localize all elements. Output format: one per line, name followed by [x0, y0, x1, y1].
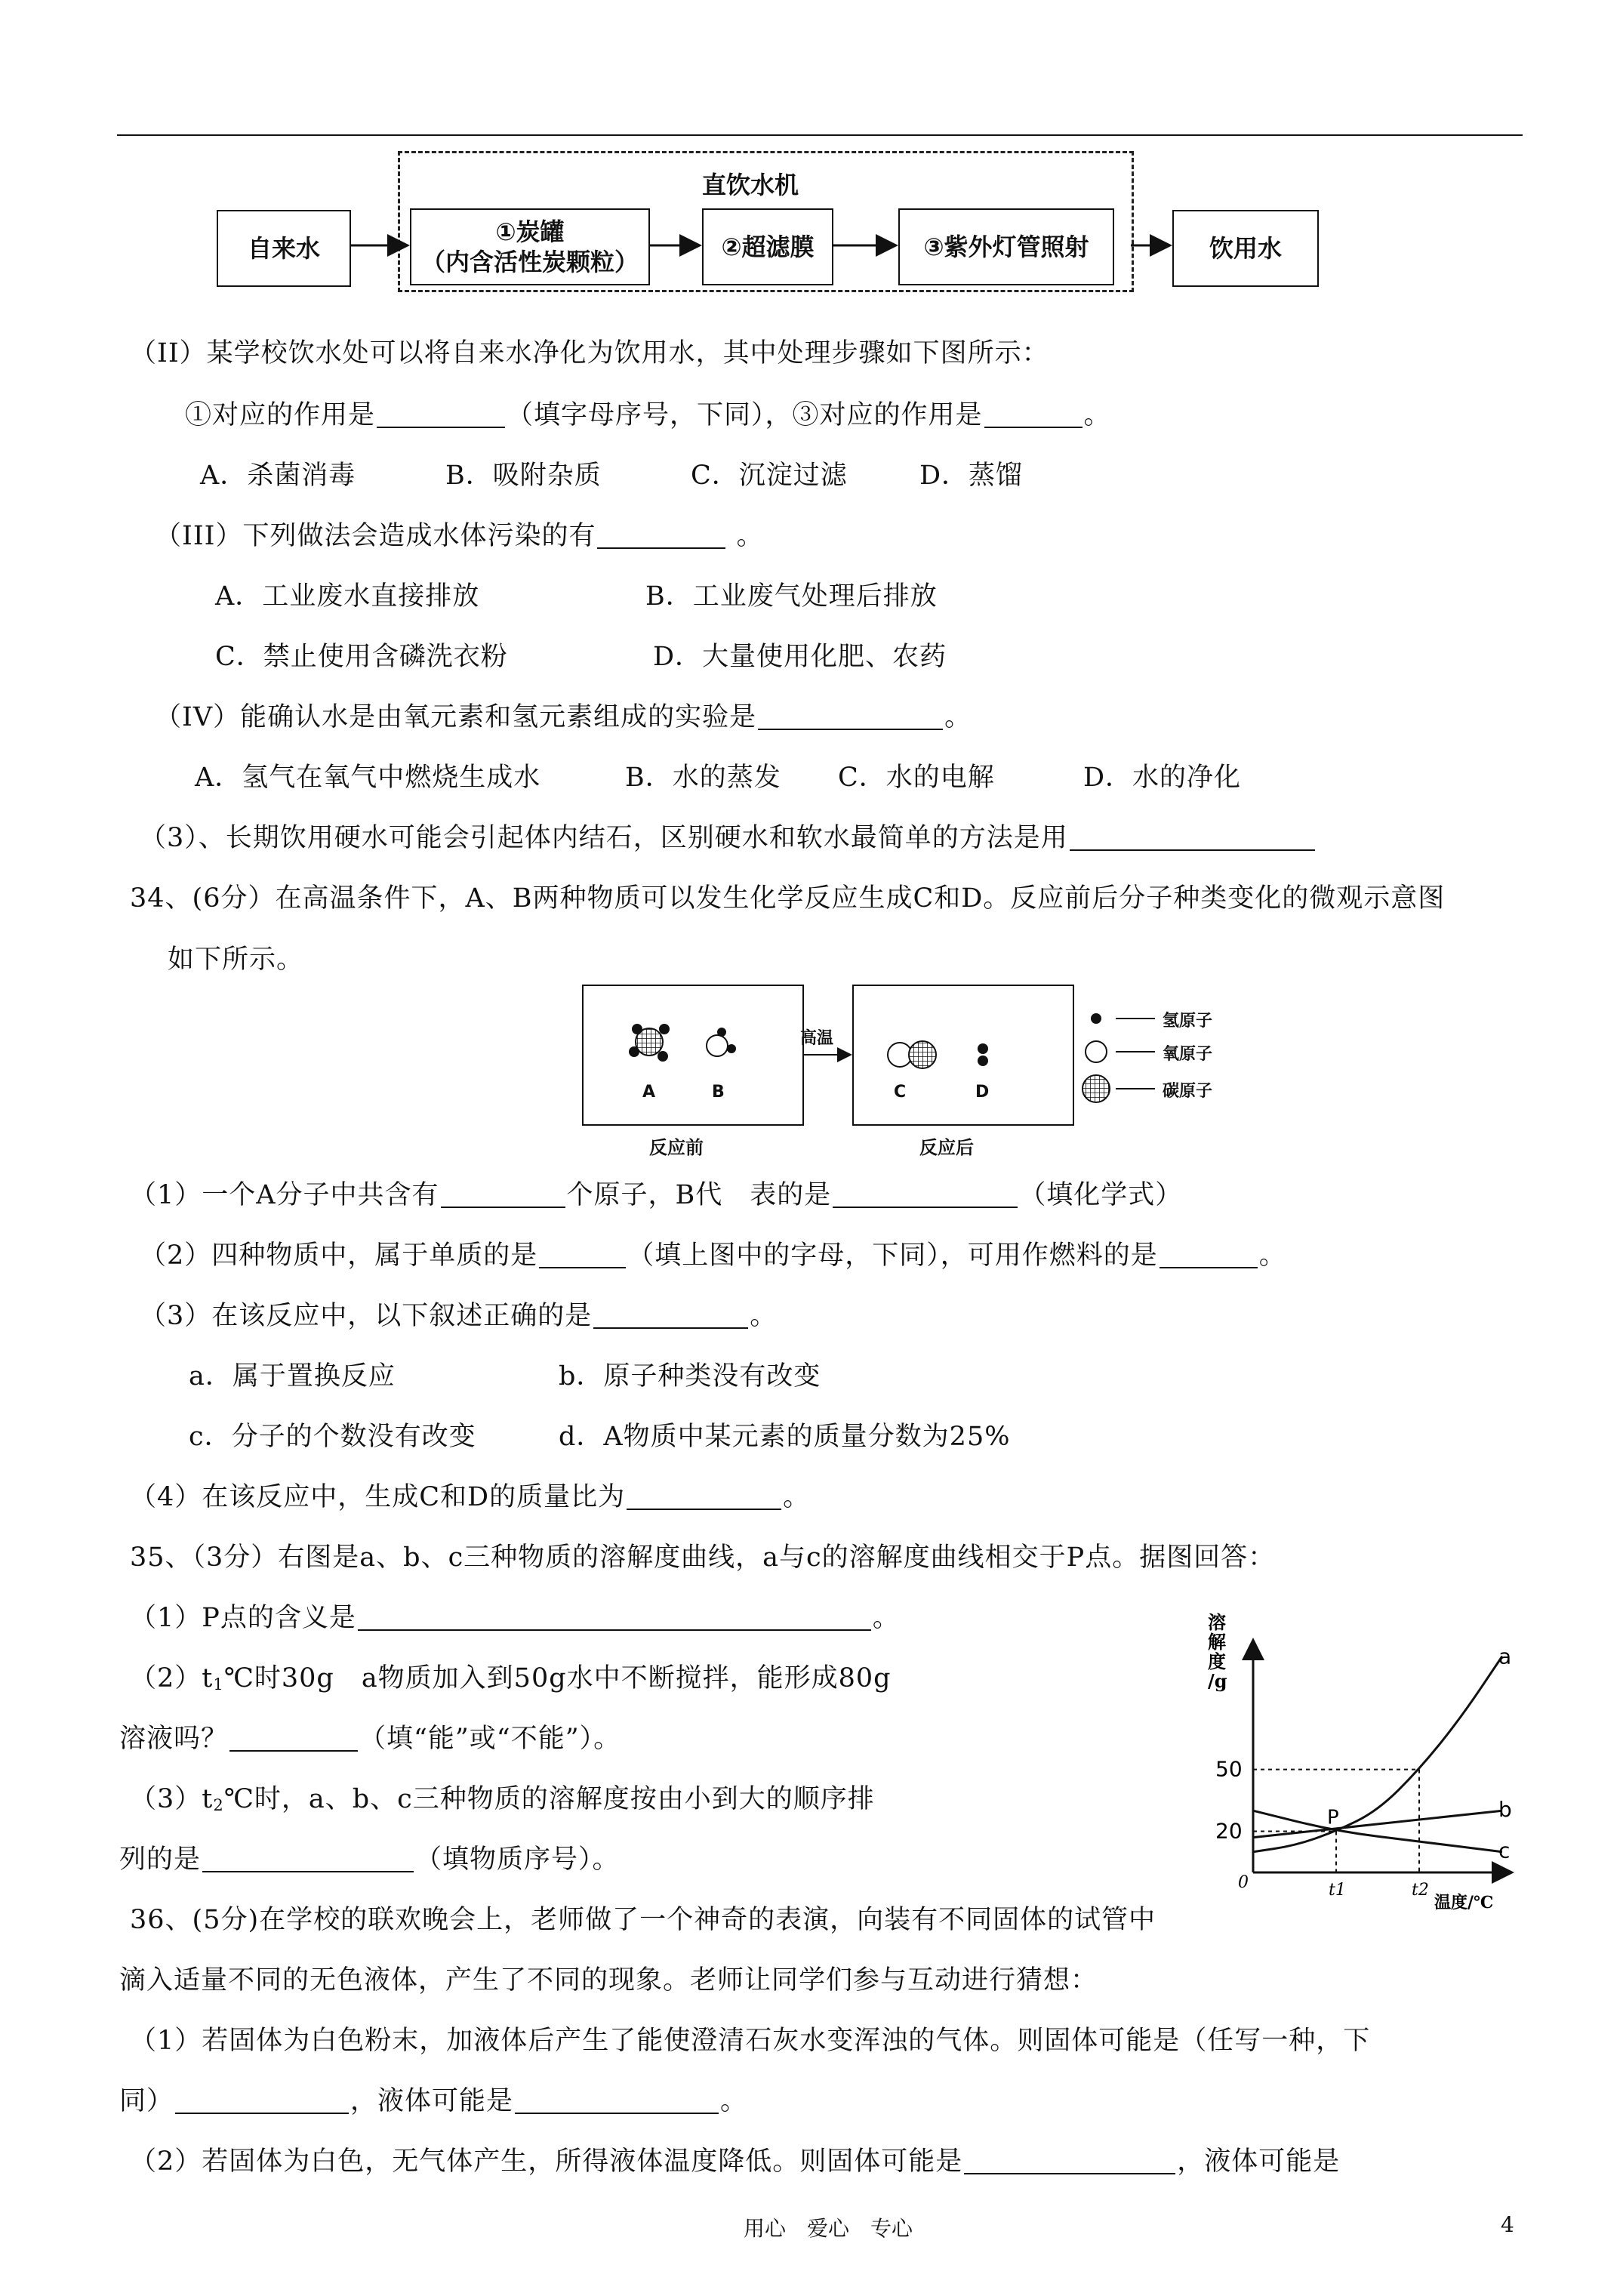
q33-part3-text-b: 。	[736, 521, 764, 551]
legend-hydrogen: 氢原子	[1163, 1012, 1213, 1031]
carbon-tank-label: ①炭罐	[495, 217, 565, 246]
q34-stem-line2: 如下所示。	[168, 945, 304, 975]
series-b-label: b	[1498, 1797, 1512, 1823]
series-c-label: c	[1498, 1838, 1511, 1863]
condition-high-temp: 高温	[800, 1029, 834, 1048]
q36-part1-line2-text-b: ，液体可能是	[350, 2086, 514, 2116]
series-a-line	[1253, 1657, 1502, 1852]
q33-part4-question	[155, 700, 972, 735]
q33-part4-option-a: A．氢气在氧气中燃烧生成水	[195, 763, 541, 793]
q34-part4-text-b: 。	[783, 1482, 811, 1512]
q36-part1-line2-text-a: 同）	[119, 2086, 174, 2116]
q33-part3-option-d: D．大量使用化肥、农药	[653, 642, 947, 672]
flow-arrows	[0, 0, 1623, 317]
page-number: 4	[1501, 2212, 1514, 2237]
q34-part1-text-c: （填化学式）	[1019, 1180, 1183, 1210]
q35-part1-text-a: （1）P点的含义是	[130, 1603, 356, 1633]
q33-part2-option-c: C．沉淀过滤	[691, 461, 848, 491]
q36-stem-line1: 36、(5分)在学校的联欢晚会上，老师做了一个神奇的表演，向装有不同固体的试管中	[130, 1905, 1156, 1935]
answer-blank[interactable]	[229, 1724, 358, 1752]
molecule-d	[978, 1043, 988, 1066]
q33-part3-question	[155, 519, 764, 553]
q34-part2-text-b: （填上图中的字母，下同），可用作燃料的是	[627, 1240, 1158, 1271]
q34-option-c: c．分子的个数没有改变	[189, 1422, 476, 1452]
q33-part2-option-a: A．杀菌消毒	[200, 461, 356, 491]
y-tick-label: 50	[1215, 1756, 1243, 1782]
q35-part2-line2	[119, 1721, 621, 1756]
q35-part3-line2	[119, 1842, 620, 1877]
q33-part2-text-b: （填字母序号，下同），③对应的作用是	[507, 400, 983, 430]
q34-part2-text-a: （2）四种物质中，属于单质的是	[140, 1240, 538, 1271]
x-tick-t2: t2	[1412, 1881, 1429, 1900]
after-box	[853, 985, 1073, 1125]
answer-blank[interactable]	[758, 703, 943, 730]
answer-blank[interactable]	[1160, 1241, 1258, 1268]
q35-part3-line2-text-b: （填物质序号）。	[415, 1845, 620, 1875]
answer-blank[interactable]	[984, 401, 1083, 428]
q36-part2-text-b: ，液体可能是	[1177, 2147, 1341, 2177]
y-axis-label: 溶	[1208, 1612, 1226, 1633]
q34-part1	[130, 1178, 1182, 1213]
box-drinking-water: 饮用水	[1172, 210, 1319, 287]
molecule-c	[888, 1041, 936, 1068]
q33-part4-option-c: C．水的电解	[838, 763, 995, 793]
q36-stem-line2: 滴入适量不同的无色液体，产生了不同的现象。老师让同学们参与互动进行猜想：	[119, 1965, 1098, 1996]
footer-motto: 用心 爱心 专心	[744, 2216, 913, 2241]
answer-blank[interactable]	[202, 1845, 414, 1872]
q34-part1-text-a: （1）一个A分子中共含有	[130, 1180, 439, 1210]
q36-part2-text-a: （2）若固体为白色，无气体产生，所得液体温度降低。则固体可能是	[130, 2147, 963, 2177]
q34-part2-text-c: 。	[1258, 1240, 1286, 1271]
box-ultrafilter: ②超滤膜	[702, 208, 833, 285]
q34-part4-text-a: （4）在该反应中，生成C和D的质量比为	[130, 1482, 626, 1512]
carbon-tank-note: （内含活性炭颗粒）	[420, 248, 639, 276]
answer-blank[interactable]	[358, 1604, 871, 1631]
q33-part2-text-c: 。	[1083, 400, 1111, 430]
q35-part3-prefix: （3）t	[130, 1784, 214, 1814]
label-d: D	[975, 1083, 990, 1102]
answer-blank[interactable]	[964, 2147, 1175, 2174]
machine-title: 直饮水机	[702, 171, 799, 199]
q35-part3-line2-text-a: 列的是	[119, 1845, 202, 1875]
q35-part2-line2-text-a: 溶液吗？	[119, 1724, 229, 1754]
answer-blank[interactable]	[539, 1241, 626, 1268]
answer-blank[interactable]	[627, 1483, 781, 1510]
q33-part4-option-d: D．水的净化	[1083, 763, 1242, 793]
q35-part1	[130, 1601, 900, 1635]
molecule-a	[629, 1024, 670, 1062]
y-axis-label: 解	[1208, 1631, 1226, 1653]
series-b-line	[1253, 1811, 1502, 1837]
q34-part4	[130, 1480, 810, 1515]
box-tap-water: 自来水	[217, 210, 351, 287]
q33-part2-question	[185, 398, 1111, 433]
q33-part2-intro: （II）某学校饮水处可以将自来水净化为饮用水，其中处理步骤如下图所示：	[130, 338, 1049, 368]
q33-part2-option-b: B．吸附杂质	[445, 461, 602, 491]
label-b: B	[712, 1083, 725, 1102]
x-axis-label: 温度/℃	[1434, 1893, 1494, 1912]
q34-part1-text-b: 个原子，B代 表的是	[566, 1180, 832, 1210]
answer-blank[interactable]	[175, 2087, 349, 2114]
label-c: C	[894, 1083, 907, 1102]
legend-carbon: 碳原子	[1163, 1082, 1213, 1101]
q34-option-d: d．A物质中某元素的质量分数为25%	[559, 1422, 1011, 1452]
q35-part2-line2-text-b: （填“能”或“不能”）。	[359, 1724, 621, 1754]
q35-part2-subscript: 1	[213, 1675, 224, 1694]
label-before-reaction: 反应前	[649, 1137, 704, 1158]
answer-blank[interactable]	[833, 1181, 1018, 1208]
q36-part2	[130, 2144, 1340, 2179]
q33-part3-option-c: C．禁止使用含磷洗衣粉	[215, 642, 508, 672]
answer-blank[interactable]	[593, 1302, 748, 1329]
legend-oxygen-symbol	[1086, 1041, 1107, 1062]
answer-blank[interactable]	[515, 2087, 719, 2114]
q33-part4-option-b: B．水的蒸发	[625, 763, 781, 793]
before-box	[583, 985, 803, 1125]
answer-blank[interactable]	[377, 401, 505, 428]
q34-stem-line1: 34、(6分）在高温条件下，A、B两种物质可以发生化学反应生成C和D。反应前后分子种类变化的微观示意图	[130, 883, 1446, 914]
q33-part4-text-b: 。	[944, 702, 972, 732]
y-axis-label: 度	[1208, 1650, 1226, 1672]
point-p-label: P	[1327, 1806, 1339, 1829]
series-a-label: a	[1498, 1644, 1512, 1669]
label-after-reaction: 反应后	[919, 1137, 974, 1158]
legend-carbon-symbol	[1083, 1075, 1110, 1102]
q35-part1-text-b: 。	[872, 1603, 900, 1633]
q33-part2-text-a: ①对应的作用是	[185, 400, 376, 430]
answer-blank[interactable]	[441, 1181, 565, 1208]
y-tick-label: 20	[1215, 1818, 1243, 1844]
q36-part1-line2-text-c: 。	[720, 2086, 748, 2116]
origin-label: 0	[1238, 1873, 1249, 1892]
x-tick-t1: t1	[1329, 1881, 1346, 1900]
y-axis-label: /g	[1208, 1670, 1227, 1692]
box-uv-lamp: ③紫外灯管照射	[898, 208, 1114, 285]
q35-part2	[130, 1661, 892, 1702]
q35-part2-prefix: （2）t	[130, 1663, 214, 1693]
legend-oxygen: 氧原子	[1163, 1045, 1213, 1064]
q35-stem: 35、（3分）右图是a、b、c三种物质的溶解度曲线，a与c的溶解度曲线相交于P点。据图回答：	[130, 1542, 1276, 1573]
q33-part3-text-a: （III）下列做法会造成水体污染的有	[155, 521, 596, 551]
q34-option-b: b．原子种类没有改变	[559, 1361, 821, 1391]
legend-hydrogen-symbol	[1091, 1013, 1101, 1024]
q34-part3-text-b: 。	[750, 1301, 778, 1331]
answer-blank[interactable]	[597, 522, 725, 549]
q33-part4-text-a: （IV）能确认水是由氧元素和氢元素组成的实验是	[155, 702, 757, 732]
q36-part1-line2	[119, 2084, 747, 2119]
q35-part3-text: ℃时，a、b、c三种物质的溶解度按由小到大的顺序排	[223, 1784, 875, 1814]
q35-part3	[130, 1782, 875, 1823]
molecule-b	[707, 1028, 736, 1056]
answer-blank[interactable]	[1070, 824, 1315, 851]
q34-part3	[140, 1299, 777, 1333]
q33-part5-text: （3）、长期饮用硬水可能会引起体内结石，区别硬水和软水最简单的方法是用	[140, 823, 1068, 853]
q33-part3-option-b: B．工业废气处理后排放	[645, 581, 938, 612]
label-a: A	[642, 1083, 656, 1102]
q34-part2	[140, 1238, 1286, 1273]
q34-part3-text-a: （3）在该反应中，以下叙述正确的是	[140, 1301, 593, 1331]
q35-part2-text: ℃时30g a物质加入到50g水中不断搅拌，能形成80g	[223, 1663, 892, 1693]
q35-part3-subscript: 2	[213, 1796, 224, 1815]
q33-part2-option-d: D．蒸馏	[919, 461, 1024, 491]
q33-part3-option-a: A．工业废水直接排放	[215, 581, 480, 612]
q33-part5-question	[140, 821, 1317, 855]
solubility-chart-svg	[1200, 1612, 1517, 1914]
q36-part1-line1: （1）若固体为白色粉末，加液体后产生了能使澄清石灰水变浑浊的气体。则固体可能是（任写一种，下	[130, 2026, 1371, 2056]
q34-option-a: a．属于置换反应	[189, 1361, 396, 1391]
